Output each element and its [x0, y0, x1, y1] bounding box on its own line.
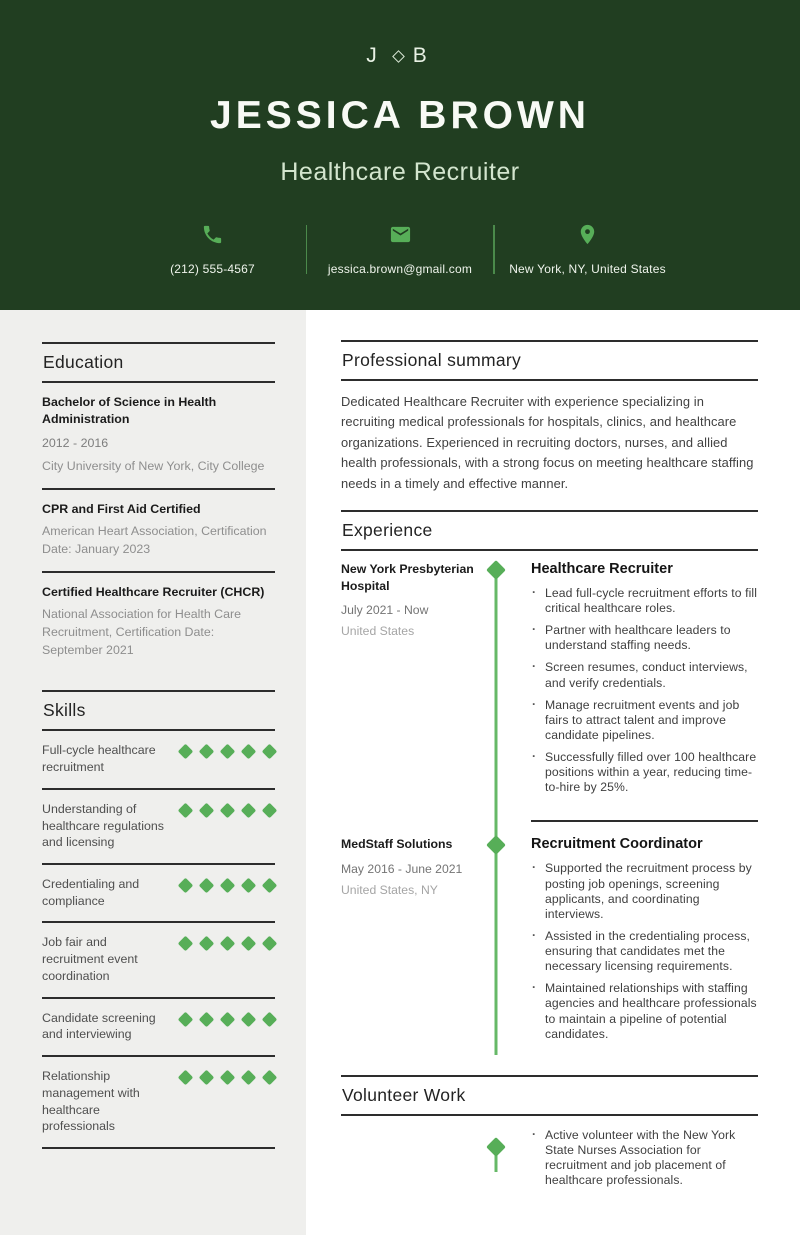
skill-rating	[180, 742, 275, 775]
timeline-diamond-icon	[486, 560, 506, 580]
education-section	[42, 342, 275, 672]
education-institution: American Heart Association, Certification Date: January 2023	[42, 524, 267, 557]
experience-bullet: · Screen resumes, conduct interviews, and verify credentials.	[531, 660, 758, 690]
skill-diamond-icon	[178, 936, 194, 952]
volunteer-bullet: · Active volunteer with the New York State Nurses Association for recruitment and job placement of healthcare professionals.	[531, 1128, 758, 1189]
skill-diamond-icon	[220, 803, 236, 819]
skill-diamond-icon	[199, 1070, 215, 1086]
contact-phone	[120, 223, 306, 276]
skill-diamond-icon	[241, 878, 257, 894]
experience-bullet: · Partner with healthcare leaders to understand staffing needs.	[531, 623, 758, 653]
skill-row	[42, 1057, 275, 1149]
summary-section	[341, 340, 758, 494]
role-title: Recruitment Coordinator	[531, 836, 703, 853]
education-institution: City University of New York, City College	[42, 458, 265, 473]
location-text: New York, NY, United States	[509, 262, 666, 276]
person-name: JESSICA BROWN	[210, 94, 590, 137]
education-entry	[42, 383, 275, 490]
education-entry	[42, 490, 275, 573]
timeline	[477, 551, 515, 813]
timeline-diamond-icon	[486, 836, 506, 856]
education-title: Certified Healthcare Recruiter (CHCR)	[42, 585, 265, 600]
skill-diamond-icon	[178, 878, 194, 894]
phone-number: (212) 555-4567	[170, 262, 255, 276]
skill-diamond-icon	[199, 878, 215, 894]
experience-divider	[531, 820, 758, 822]
skill-diamond-icon	[262, 1011, 278, 1027]
skill-diamond-icon	[199, 803, 215, 819]
location-pin-icon	[576, 223, 599, 246]
contact-email	[307, 223, 493, 276]
email-icon	[389, 223, 412, 246]
experience-heading: Experience	[341, 510, 758, 551]
skill-diamond-icon	[262, 936, 278, 952]
experience-bullet: · Assisted in the credentialing process, ensuring that candidates met the necessary licensing requirements.	[531, 929, 758, 974]
skill-diamond-icon	[262, 878, 278, 894]
skill-diamond-icon	[199, 936, 215, 952]
skill-label: Job fair and recruitment event coordination	[42, 935, 138, 983]
education-title: Bachelor of Science in Health Administration	[42, 395, 217, 427]
education-entry	[42, 573, 275, 672]
summary-text: Dedicated Healthcare Recruiter with experience specializing in recruiting medical professionals for hospitals, clinics, and healthcare organizations. Experienced in recruiting doctors, nurses, and allied health professionals, with a strong focus on meeting healthcare staffing needs in a timely and effective manner.	[341, 394, 754, 491]
skill-rating	[180, 801, 275, 851]
skill-diamond-icon	[220, 1070, 236, 1086]
skill-row	[42, 790, 275, 865]
employment-dates: July 2021 - Now	[341, 603, 429, 618]
main-content	[306, 310, 800, 1235]
skill-diamond-icon	[241, 1070, 257, 1086]
education-dates: 2012 - 2016	[42, 435, 109, 450]
skill-diamond-icon	[241, 803, 257, 819]
skills-heading: Skills	[42, 690, 275, 731]
skill-diamond-icon	[178, 744, 194, 760]
skill-diamond-icon	[178, 803, 194, 819]
skill-label: Credentialing and compliance	[42, 877, 140, 908]
education-heading: Education	[42, 342, 275, 383]
skill-row	[42, 923, 275, 998]
monogram-first-initial: J	[366, 44, 384, 67]
skill-diamond-icon	[220, 744, 236, 760]
experience-bullet: · Manage recruitment events and job fairs to attract talent and improve candidate pipelines.	[531, 698, 758, 743]
skill-rating	[180, 934, 275, 984]
skill-label: Candidate screening and interviewing	[42, 1010, 156, 1042]
experience-bullet: · Successfully filled over 100 healthcare positions within a year, reducing time-to-hire by 25%.	[531, 750, 758, 795]
company-name: MedStaff Solutions	[341, 837, 453, 852]
sidebar	[0, 310, 306, 1235]
experience-meta	[341, 826, 477, 1058]
company-name: New York Presbyterian Hospital	[341, 561, 474, 594]
contact-row	[40, 223, 760, 276]
education-title: CPR and First Aid Certified	[42, 501, 201, 516]
skill-rating	[180, 1068, 275, 1135]
experience-bullet: · Maintained relationships with staffing agencies and healthcare professionals to maintain a pipeline of potential candidates.	[531, 981, 758, 1042]
skill-diamond-icon	[241, 936, 257, 952]
skill-diamond-icon	[178, 1011, 194, 1027]
skill-label: Relationship management with healthcare professionals	[42, 1069, 140, 1134]
diamond-icon	[392, 50, 405, 63]
job-title: Healthcare Recruiter	[280, 158, 520, 186]
timeline-diamond-icon	[486, 1137, 506, 1157]
timeline	[477, 1128, 515, 1196]
skill-diamond-icon	[199, 1011, 215, 1027]
timeline-line	[495, 565, 498, 839]
skill-row	[42, 865, 275, 923]
skill-diamond-icon	[199, 744, 215, 760]
skill-rating	[180, 876, 275, 909]
skill-diamond-icon	[262, 803, 278, 819]
summary-heading: Professional summary	[341, 340, 758, 381]
role-title: Healthcare Recruiter	[531, 560, 673, 577]
volunteer-section	[341, 1075, 758, 1196]
header	[0, 0, 800, 310]
skill-diamond-icon	[262, 1070, 278, 1086]
body	[0, 310, 800, 1235]
skill-diamond-icon	[241, 1011, 257, 1027]
monogram-last-initial: B	[412, 44, 434, 67]
experience-bullet: · Lead full-cycle recruitment efforts to fill critical healthcare roles.	[531, 586, 758, 616]
skills-section	[42, 690, 275, 1149]
volunteer-meta	[341, 1128, 477, 1196]
employment-dates: May 2016 - June 2021	[341, 861, 463, 876]
skill-row	[42, 731, 275, 789]
skill-diamond-icon	[241, 744, 257, 760]
monogram	[40, 44, 760, 68]
experience-entries	[341, 551, 758, 1059]
experience-details	[515, 826, 758, 1058]
timeline-line	[495, 840, 498, 1054]
contact-location	[495, 223, 681, 276]
timeline	[477, 826, 515, 1058]
skill-diamond-icon	[220, 936, 236, 952]
employment-location: United States, NY	[341, 882, 438, 897]
experience-section	[341, 510, 758, 1059]
experience-details	[515, 551, 758, 813]
phone-icon	[201, 223, 224, 246]
employment-location: United States	[341, 624, 415, 639]
email-address: jessica.brown@gmail.com	[327, 262, 473, 276]
skill-diamond-icon	[220, 1011, 236, 1027]
skill-diamond-icon	[262, 744, 278, 760]
skill-label: Full-cycle healthcare recruitment	[42, 743, 156, 775]
skill-row	[42, 999, 275, 1057]
education-institution: National Association for Health Care Recruitment, Certification Date: September 2021	[42, 607, 242, 658]
experience-meta	[341, 551, 477, 813]
volunteer-details	[515, 1128, 758, 1196]
experience-bullet: · Supported the recruitment process by posting job openings, screening applicants, and coordinating interviews.	[531, 861, 758, 922]
skill-diamond-icon	[220, 878, 236, 894]
skill-rating	[180, 1010, 275, 1043]
volunteer-entry	[341, 1128, 758, 1196]
skill-label: Understanding of healthcare regulations and licensing	[42, 801, 164, 850]
volunteer-heading: Volunteer Work	[341, 1075, 758, 1116]
skill-diamond-icon	[178, 1070, 194, 1086]
